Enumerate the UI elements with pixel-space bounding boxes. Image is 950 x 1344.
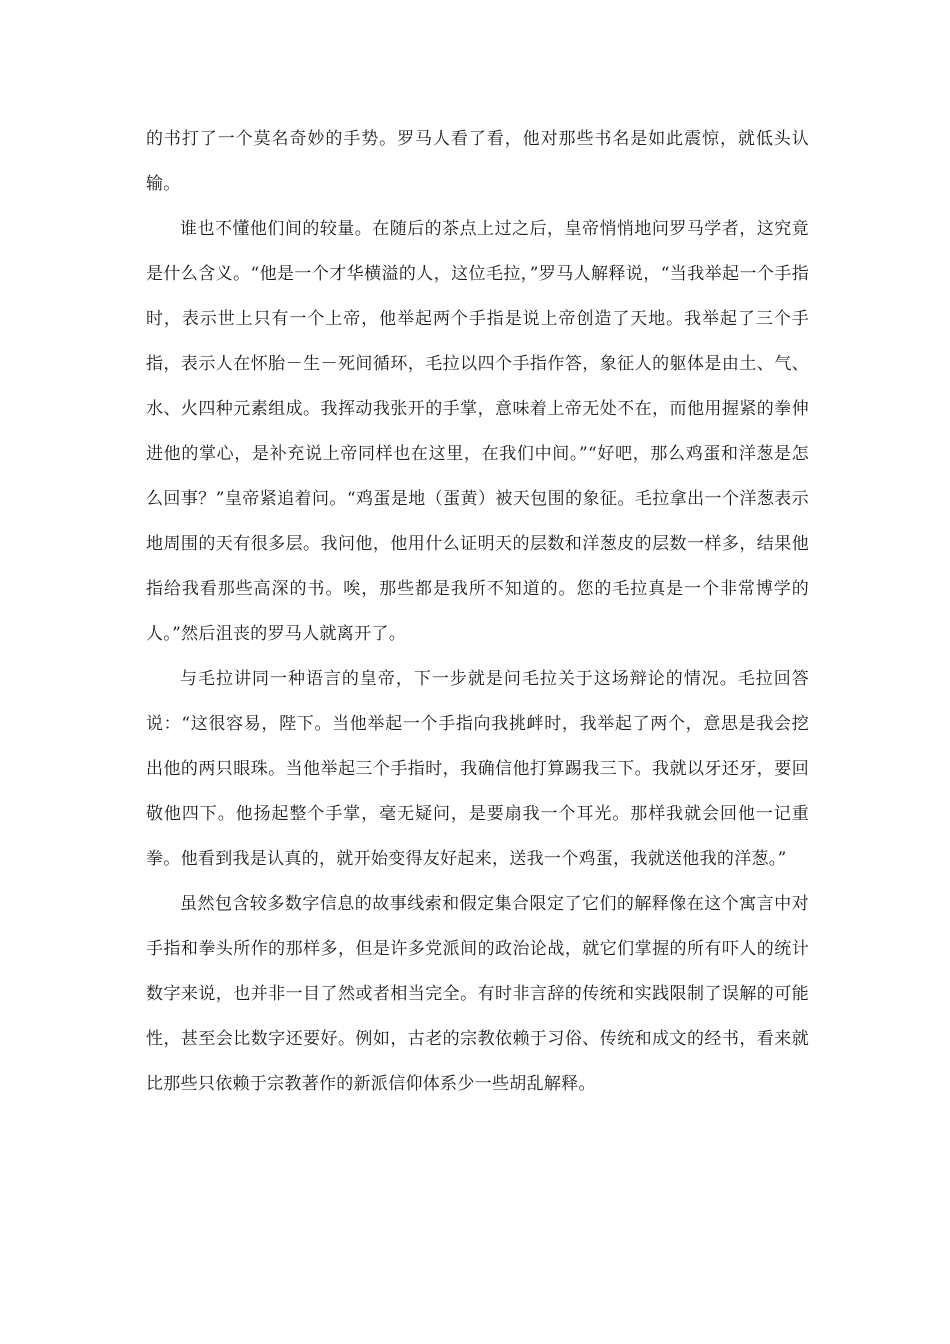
- paragraph-continued: 的书打了一个莫名奇妙的手势。罗马人看了看，他对那些书名是如此震惊，就低头认输。: [146, 129, 809, 194]
- paragraph-explanation: 谁也不懂他们间的较量。在随后的茶点上过之后，皇帝悄悄地问罗马学者，这究竟是什么含义。“他是一个才华横溢的人，这位毛拉，”罗马人解释说，“当我举起一个手指时，表示世上只有一个上帝，他举起两个手指是说上帝创造了天地。我举起了三个手指，表示人在怀胎－生－死间循环，毛拉以四个手指作答，象征人的躯体是由土、气、水、火四种元素组成。我挥动我张开的手掌，意味着上帝无处不在，而他用握紧的拳伸进他的掌心，是补充说上帝同样也在这里，在我们中间。”“好吧，那么鸡蛋和洋葱是怎么回事？”皇帝紧追着问。“鸡蛋是地（蛋黄）被天包围的象征。毛拉拿出一个洋葱表示地周围的天有很多层。我问他，他用什么证明天的层数和洋葱皮的层数一样多，结果他指给我看那些高深的书。唉，那些都是我所不知道的。您的毛拉真是一个非常博学的人。”然后沮丧的罗马人就离开了。: [146, 219, 809, 644]
- paragraph-conclusion: 虽然包含较多数字信息的故事线索和假定集合限定了它们的解释像在这个寓言中对手指和拳头所作的那样多，但是许多党派间的政治论战，就它们掌握的所有吓人的统计数字来说，也并非一目了然或者相当完全。有时非言辞的传统和实践限制了误解的可能性，甚至会比数字还要好。例如，古老的宗教依赖于习俗、传统和成文的经书，看来就比那些只依赖于宗教著作的新派信仰体系少一些胡乱解释。: [146, 894, 809, 1094]
- paragraph-mullah-answer: 与毛拉讲同一种语言的皇帝，下一步就是问毛拉关于这场辩论的情况。毛拉回答说：“这很容易，陛下。当他举起一个手指向我挑衅时，我举起了两个，意思是我会挖出他的两只眼珠。当他举起三个手指时，我确信他打算踢我三下。我就以牙还牙，要回敬他四下。他扬起整个手掌，毫无疑问，是要扇我一个耳光。那样我就会回他一记重拳。他看到我是认真的，就开始变得友好起来，送我一个鸡蛋，我就送他我的洋葱。”: [146, 669, 809, 869]
- body-text: [146, 117, 809, 1107]
